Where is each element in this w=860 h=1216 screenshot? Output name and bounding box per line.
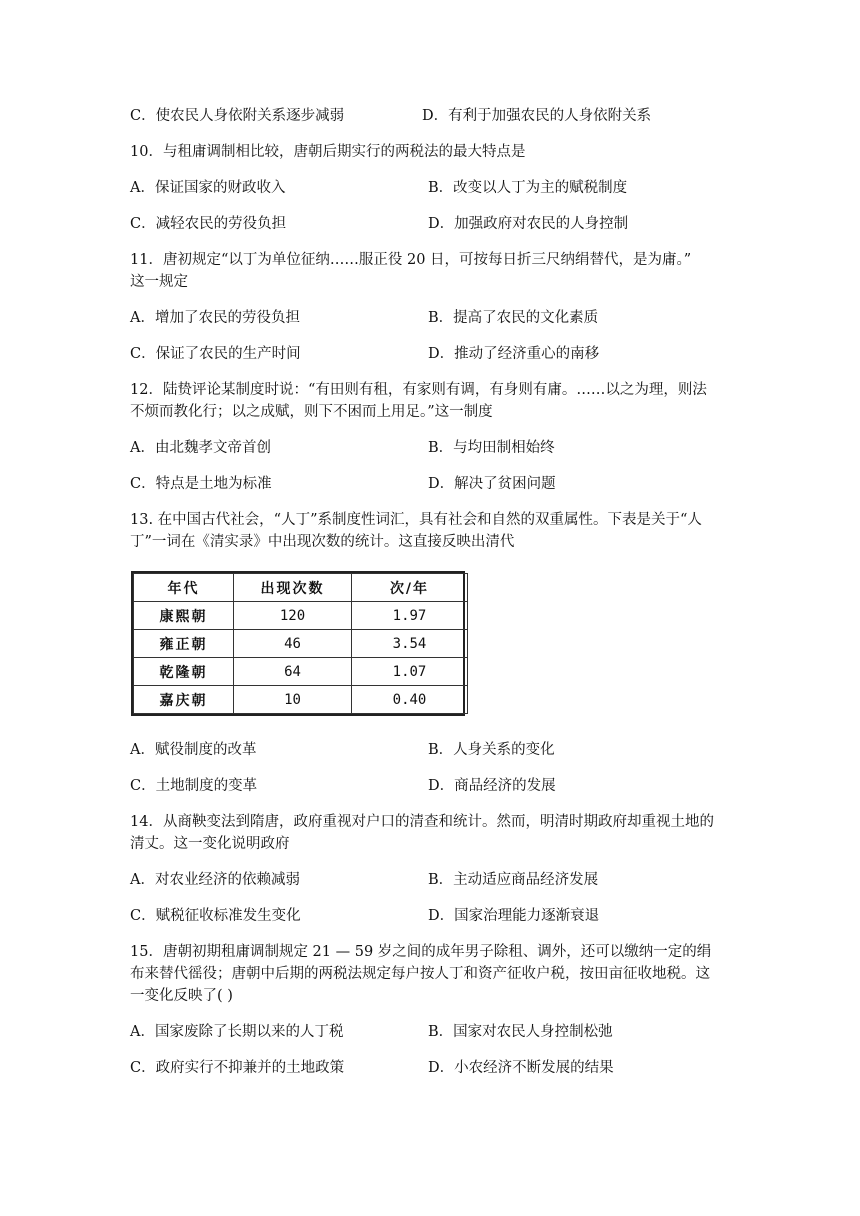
- q15-stem-line-2: 布来替代徭役；唐朝中后期的两税法规定每户按人丁和资产征收户税，按田亩征收地税。这: [130, 966, 710, 982]
- q12-option-b: B．与均田制相始终: [428, 440, 555, 456]
- q11-option-d: D．推动了经济重心的南移: [428, 346, 600, 362]
- table-cell-era: 雍正朝: [134, 630, 234, 658]
- q13-option-b: B．人身关系的变化: [428, 742, 555, 758]
- table-cell-rate: 3.54: [352, 630, 468, 658]
- table-row: [134, 630, 468, 658]
- q15-stem-line-3: 一变化反映了( ): [130, 988, 233, 1004]
- q13-option-c: C．土地制度的变革: [130, 778, 258, 794]
- table-row: [134, 658, 468, 686]
- table-cell-count: 46: [234, 630, 352, 658]
- q13-option-d: D．商品经济的发展: [428, 778, 556, 794]
- table-cell-era: 乾隆朝: [134, 658, 234, 686]
- table-cell-rate: 0.40: [352, 686, 468, 714]
- q15-option-b: B．国家对农民人身控制松弛: [428, 1024, 613, 1040]
- q10-option-c: C．减轻农民的劳役负担: [130, 216, 287, 232]
- q12-stem-line-1: 12．陆贽评论某制度时说：“有田则有租，有家则有调，有身则有庸。……以之为理，则法: [130, 382, 707, 398]
- table-header-row: [134, 574, 468, 602]
- q14-option-c: C．赋税征收标准发生变化: [130, 908, 301, 924]
- q11-option-b: B．提高了农民的文化素质: [428, 310, 599, 326]
- q14-option-b: B．主动适应商品经济发展: [428, 872, 599, 888]
- q10-option-b: B．改变以人丁为主的赋税制度: [428, 180, 628, 196]
- q14-stem-line-1: 14．从商鞅变法到隋唐，政府重视对户口的清查和统计。然而，明清时期政府却重视土地的: [130, 814, 714, 830]
- q9-option-c: C．使农民人身依附关系逐步减弱: [130, 108, 345, 124]
- q12-option-a: A．由北魏孝文帝首创: [130, 440, 271, 456]
- q15-option-d: D．小农经济不断发展的结果: [428, 1060, 614, 1076]
- table-cell-count: 10: [234, 686, 352, 714]
- q14-stem-line-2: 清丈。这一变化说明政府: [130, 836, 290, 852]
- q10-option-a: A．保证国家的财政收入: [130, 180, 286, 196]
- q12-stem-line-2: 不烦而教化行；以之成赋，则下不困而上用足。”这一制度: [130, 404, 493, 420]
- q13-stem-line-2: 丁”一词在《清实录》中出现次数的统计。这直接反映出清代: [130, 534, 515, 550]
- table-cell-rate: 1.07: [352, 658, 468, 686]
- table-cell-era: 嘉庆朝: [134, 686, 234, 714]
- q10-option-d: D．加强政府对农民的人身控制: [428, 216, 629, 232]
- q10-stem: 10．与租庸调制相比较，唐朝后期实行的两税法的最大特点是: [130, 144, 526, 160]
- q14-option-a: A．对农业经济的依赖减弱: [130, 872, 300, 888]
- table-cell-count: 120: [234, 602, 352, 630]
- q13-option-a: A．赋役制度的改革: [130, 742, 257, 758]
- q13-stem-line-1: 13. 在中国古代社会，“人丁”系制度性词汇，具有社会和自然的双重属性。下表是关于“人: [130, 512, 702, 528]
- q11-option-a: A．增加了农民的劳役负担: [130, 310, 300, 326]
- table-cell-era: 康熙朝: [134, 602, 234, 630]
- q11-option-c: C．保证了农民的生产时间: [130, 346, 301, 362]
- q12-option-d: D．解决了贫困问题: [428, 476, 556, 492]
- q15-option-a: A．国家废除了长期以来的人丁税: [130, 1024, 344, 1040]
- q15-option-c: C．政府实行不抑兼并的土地政策: [130, 1060, 345, 1076]
- renkou-count-table: [131, 571, 465, 716]
- q12-option-c: C．特点是土地为标准: [130, 476, 272, 492]
- table-row: [134, 602, 468, 630]
- q14-option-d: D．国家治理能力逐渐衰退: [428, 908, 600, 924]
- q15-stem-line-1: 15．唐朝初期租庸调制规定 21 — 59 岁之间的成年男子除租、调外，还可以缴纳一定的绢: [130, 944, 712, 960]
- table-header-count: 出现次数: [234, 574, 352, 602]
- table-header-era: 年代: [134, 574, 234, 602]
- q11-stem-line-2: 这一规定: [130, 274, 188, 290]
- table-header-rate: 次/年: [352, 574, 468, 602]
- q9-option-d: D．有利于加强农民的人身依附关系: [422, 108, 652, 124]
- table-cell-count: 64: [234, 658, 352, 686]
- table-row: [134, 686, 468, 714]
- table-cell-rate: 1.97: [352, 602, 468, 630]
- q11-stem-line-1: 11．唐初规定“以丁为单位征纳……服正役 20 日，可按每日折三尺纳绢替代，是为庸。”: [130, 252, 692, 268]
